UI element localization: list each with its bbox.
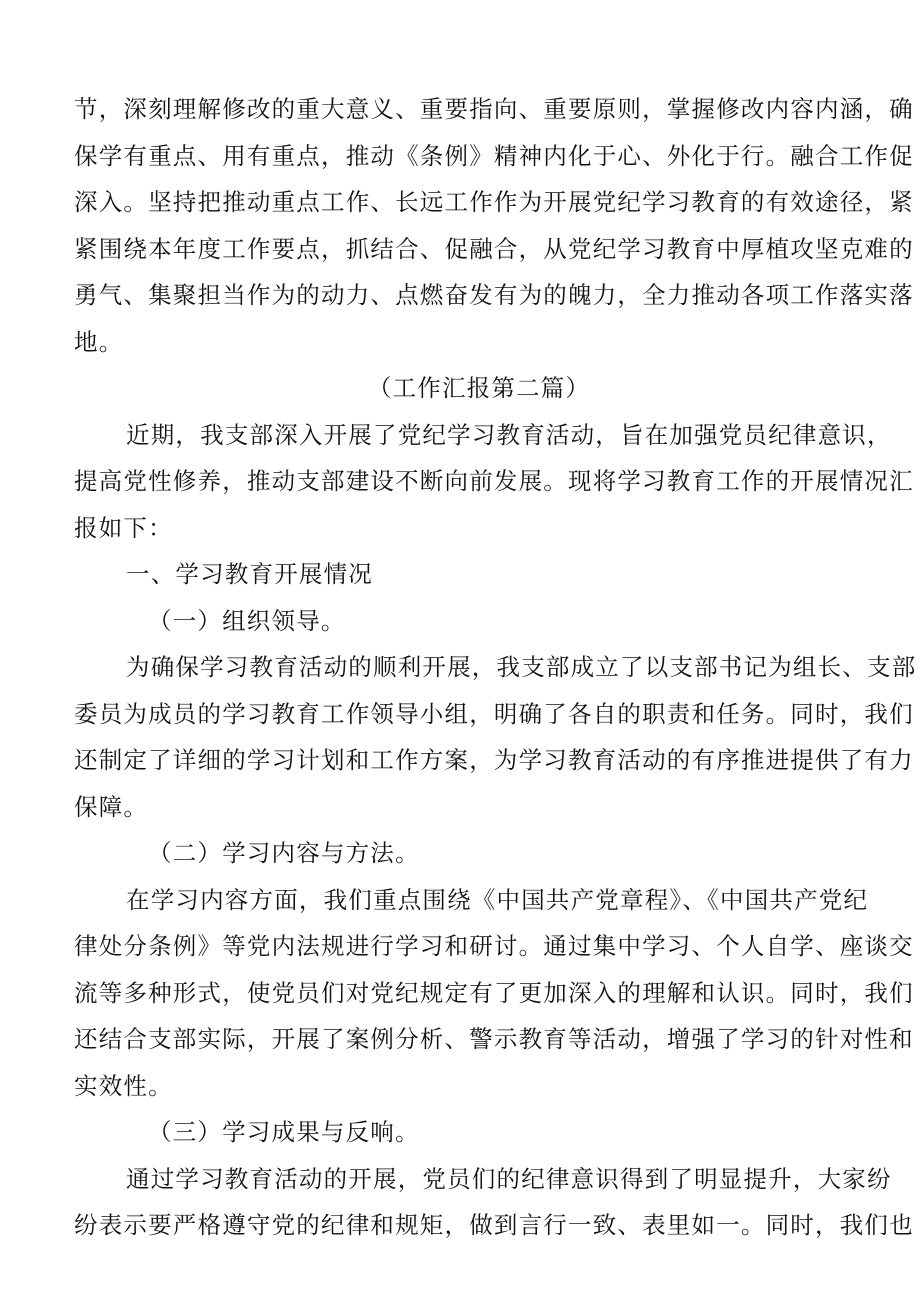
paragraph-line: 在学习内容方面，我们重点围绕《中国共产党章程》、《中国共产党纪 — [126, 885, 869, 914]
paragraph-line: 实效性。 — [74, 1071, 173, 1100]
paragraph-line: 还结合支部实际，开展了案例分析、警示教育等活动，增强了学习的针对性和 — [74, 1025, 914, 1053]
paragraph-line: 流等多种形式，使党员们对党纪规定有了更加深入的理解和认识。同时，我们 — [74, 978, 914, 1007]
paragraph-line: 为确保学习教育活动的顺利开展，我支部成立了以支部书记为组长、支部 — [126, 653, 917, 681]
paragraph-line: 报如下： — [74, 513, 173, 542]
paragraph-line: 节，深刻理解修改的重大意义、重要指向、重要原则，掌握修改内容内涵，确 — [74, 95, 914, 123]
paragraph-line: 保障。 — [74, 792, 149, 821]
paragraph-line: 紧围绕本年度工作要点，抓结合、促融合，从党纪学习教育中厚植攻坚克难的 — [74, 234, 914, 263]
paragraph-line: 勇气、集聚担当作为的动力、点燃奋发有为的魄力，全力推动各项工作落实落 — [74, 281, 914, 309]
subsection-heading: （三）学习成果与反响。 — [148, 1118, 420, 1146]
paragraph-line: 近期，我支部深入开展了党纪学习教育活动，旨在加强党员纪律意识， — [126, 420, 892, 449]
paragraph-line: 律处分条例》等党内法规进行学习和研讨。通过集中学习、个人自学、座谈交 — [74, 932, 914, 960]
paragraph-line: 地。 — [74, 327, 124, 356]
paragraph-line: 保学有重点、用有重点，推动《条例》精神内化于心、外化于行。融合工作促 — [74, 141, 914, 170]
section-title: （工作汇报第二篇） — [367, 374, 591, 402]
subsection-heading: （一）组织领导。 — [148, 606, 346, 635]
paragraph-line: 提高党性修养，推动支部建设不断向前发展。现将学习教育工作的开展情况汇 — [74, 467, 914, 495]
subsection-heading: （二）学习内容与方法。 — [148, 839, 420, 867]
paragraph-line: 深入。坚持把推动重点工作、长远工作作为开展党纪学习教育的有效途径，紧 — [74, 188, 914, 216]
paragraph-line: 通过学习教育活动的开展，党员们的纪律意识得到了明显提升，大家纷 — [126, 1164, 892, 1193]
paragraph-line: 纷表示要严格遵守党的纪律和规矩，做到言行一致、表里如一。同时，我们也 — [74, 1211, 914, 1239]
section-heading: 一、学习教育开展情况 — [126, 560, 373, 588]
document-page — [74, 86, 917, 1249]
paragraph-line: 还制定了详细的学习计划和工作方案，为学习教育活动的有序推进提供了有力 — [74, 746, 914, 774]
paragraph-line: 委员为成员的学习教育工作领导小组，明确了各自的职责和任务。同时，我们 — [74, 699, 914, 728]
